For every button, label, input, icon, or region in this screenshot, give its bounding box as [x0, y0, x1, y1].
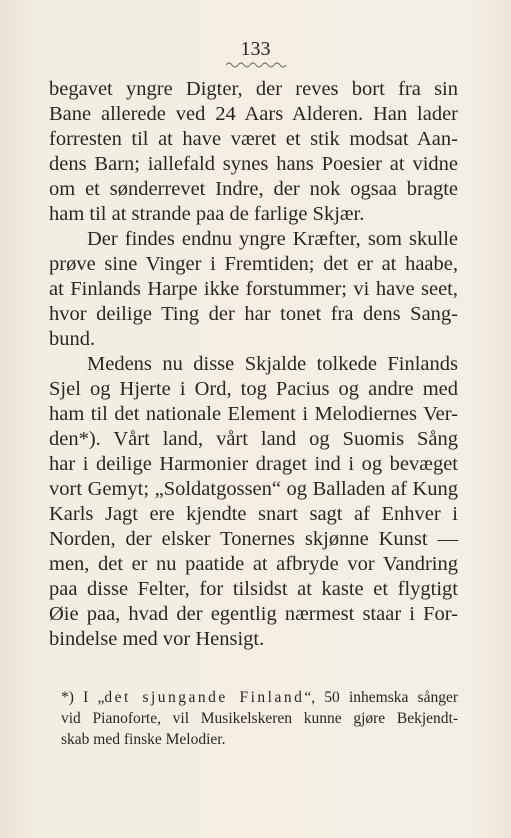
text-line: har i deilige Harmonier draget ind i og bevæget	[49, 453, 458, 475]
text-line: Øie paa, hvad der egentlig nærmest staar i For-	[49, 603, 458, 625]
text-line: at Finlands Harpe ikke forstummer; vi have seet,	[49, 278, 458, 300]
footnote-line: vid Pianoforte, vil Musikelskeren kunne gjøre Bekjendt-	[61, 710, 458, 727]
text-line: Medens nu disse Skjalde tolkede Finlands	[87, 353, 458, 375]
page-number: 133	[240, 38, 271, 60]
text-line: Norden, der elsker Tonernes skjønne Kunst —	[49, 528, 458, 550]
text-line: bund.	[49, 328, 96, 350]
text-line: Sjel og Hjerte i Ord, tog Pacius og andre med	[49, 378, 458, 400]
footnote-line: skab med finske Melodier.	[61, 731, 226, 748]
text-line: vort Gemyt; „Soldatgossen“ og Balladen af Kung	[49, 478, 458, 500]
text-line: Bane allerede ved 24 Aars Alderen. Han lader	[49, 103, 458, 125]
text-line: om et sønderrevet Indre, der nok ogsaa bragte	[49, 178, 458, 200]
text-line: begavet yngre Digter, der reves bort fra sin	[49, 78, 458, 100]
footnote-marker: *)	[61, 689, 74, 706]
footnote-after-title: “, 50 inhemska sånger	[304, 689, 459, 706]
text-line: prøve sine Vinger i Fremtiden; det er at haabe,	[49, 253, 458, 275]
footnote-prefix: I „	[83, 689, 105, 706]
text-line: Karls Jagt ere kjendte snart sagt af Enhver i	[49, 503, 458, 525]
text-line: ham til det nationale Element i Melodiernes Ver-	[49, 403, 458, 425]
text-line: hvor deilige Ting der har tonet fra dens Sang-	[49, 303, 458, 325]
footnote-line	[61, 687, 458, 708]
text-line: forresten til at have været et stik modsat Aan-	[49, 128, 458, 150]
text-line: Der findes endnu yngre Kræfter, som skulle	[87, 228, 458, 250]
page-number-ornament	[226, 60, 288, 68]
text-line: bindelse med vor Hensigt.	[49, 628, 265, 650]
body-text	[49, 77, 458, 652]
footnote	[61, 687, 458, 750]
text-line: paa disse Felter, for tilsidst at kaste et flygtigt	[49, 578, 458, 600]
footnote-title: det sjungande Finland	[104, 689, 305, 706]
text-line: den*). Vårt land, vårt land og Suomis Sång	[49, 428, 458, 450]
text-line: men, det er nu paatide at afbryde vor Vandring	[49, 553, 458, 575]
text-line: ham til at strande paa de farlige Skjær.	[49, 203, 365, 225]
text-line: dens Barn; iallefald synes hans Poesier at vidne	[49, 153, 458, 175]
